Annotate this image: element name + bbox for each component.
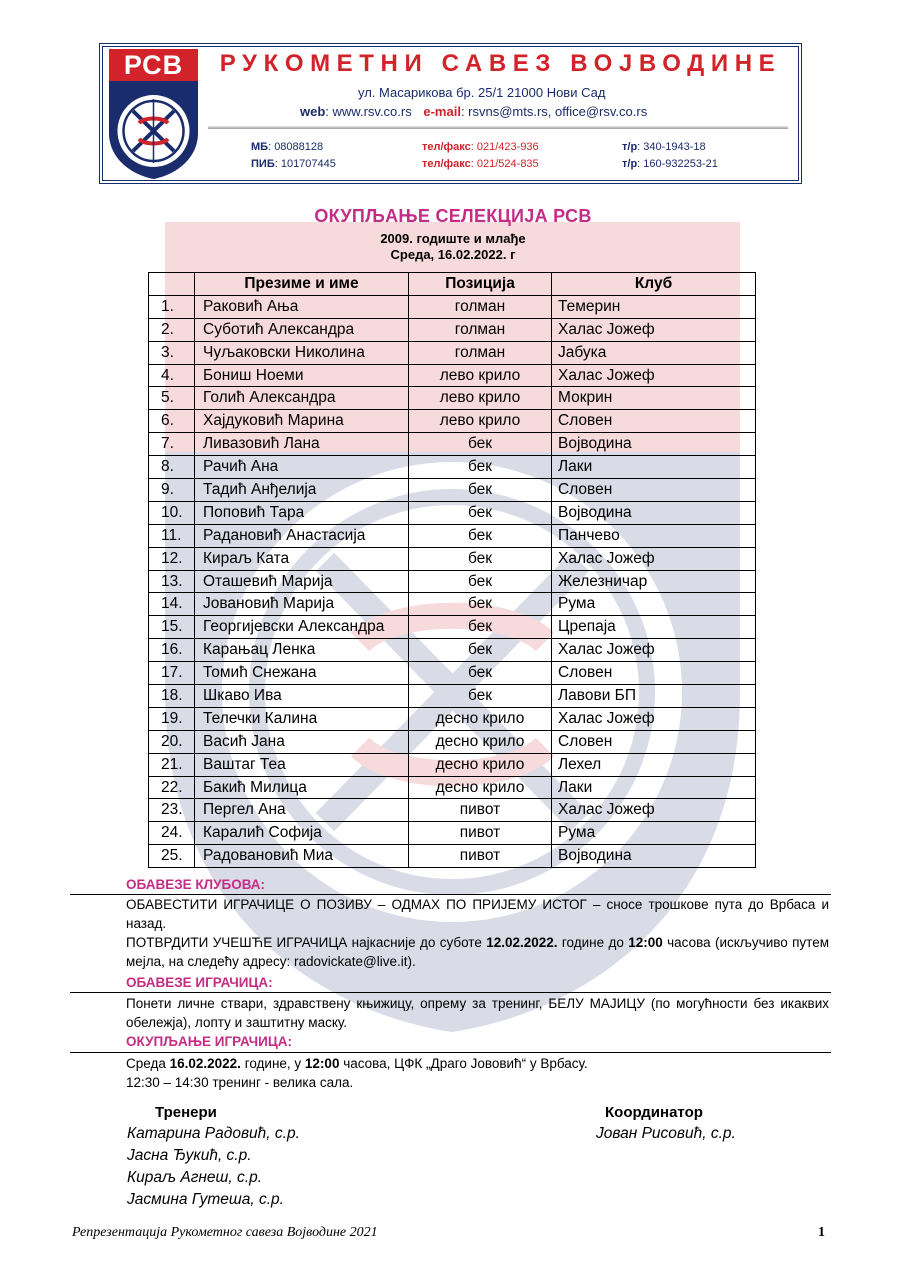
cell-player-name: Оташевић Марија (195, 570, 409, 593)
table-row (149, 318, 756, 341)
cell-number: 19. (149, 707, 195, 730)
cell-position: голман (409, 318, 552, 341)
trainers-title: Тренери (155, 1104, 217, 1121)
handball-emblem-icon (109, 81, 198, 179)
cell-club: Словен (552, 410, 756, 433)
cell-number: 14. (149, 593, 195, 616)
obligation-2-text-c: часова (искључиво путем мејла, на следећу адресу: radovickate@live.it). (126, 935, 830, 969)
table-row (149, 387, 756, 410)
tr1-value: : 340-1943-18 (637, 141, 706, 153)
confirmation-deadline-date: 12.02.2022. (486, 935, 558, 950)
gathering-text-a: Среда (126, 1056, 170, 1071)
cell-position: десно крило (409, 753, 552, 776)
tr2-label: т/р (622, 158, 638, 170)
cell-club: Лаки (552, 456, 756, 479)
cell-player-name: Радовановић Миа (195, 845, 409, 868)
players-obligations-text (71, 994, 829, 1032)
cell-player-name: Георгијевски Александра (195, 616, 409, 639)
cell-position: пивот (409, 822, 552, 845)
cell-club: Панчево (552, 524, 756, 547)
cell-position: бек (409, 501, 552, 524)
cell-club: Јабука (552, 341, 756, 364)
table-row (149, 730, 756, 753)
cell-number: 23. (149, 799, 195, 822)
cell-club: Војводина (552, 501, 756, 524)
table-row (149, 593, 756, 616)
gathering-text-b: године, у (240, 1056, 305, 1071)
coordinator-name: Јован Рисовић, с.р. (596, 1125, 736, 1142)
web-value: : www.rsv.co.rs (325, 104, 412, 119)
obligation-2-text-b: године до (557, 935, 629, 950)
trainer-name: Кираљ Агнеш, с.р. (127, 1169, 263, 1186)
table-row (149, 685, 756, 708)
cell-number: 20. (149, 730, 195, 753)
cell-player-name: Рачић Ана (195, 456, 409, 479)
cell-number: 16. (149, 639, 195, 662)
cell-player-name: Јовановић Марија (195, 593, 409, 616)
tel2-value: : 021/524-835 (470, 158, 539, 170)
address: ул. Масарикова бр. 25/1 21000 Нови Сад (358, 85, 606, 100)
table-row (149, 707, 756, 730)
section-divider (70, 992, 831, 993)
table-row (149, 753, 756, 776)
trainer-name: Катарина Радовић, с.р. (127, 1125, 300, 1142)
trainer-name: Јасмина Гутеша, с.р. (127, 1191, 284, 1208)
cell-position: десно крило (409, 707, 552, 730)
cell-number: 5. (149, 387, 195, 410)
table-row (149, 433, 756, 456)
cell-position: десно крило (409, 776, 552, 799)
cell-player-name: Бониш Ноеми (195, 364, 409, 387)
cell-number: 4. (149, 364, 195, 387)
gathering-text (71, 1054, 829, 1092)
gathering-line-1 (71, 1054, 829, 1073)
cell-player-name: Карањац Ленка (195, 639, 409, 662)
cell-number: 18. (149, 685, 195, 708)
cell-number: 15. (149, 616, 195, 639)
cell-club: Лавови БП (552, 685, 756, 708)
cell-number: 13. (149, 570, 195, 593)
table-row (149, 479, 756, 502)
coordinator-title: Координатор (605, 1104, 703, 1121)
roster-table (148, 272, 756, 868)
header-position: Позиција (409, 273, 552, 296)
cell-number: 22. (149, 776, 195, 799)
table-row (149, 364, 756, 387)
cell-player-name: Чуљаковски Николина (195, 341, 409, 364)
cell-player-name: Радановић Анастасија (195, 524, 409, 547)
header-number (149, 273, 195, 296)
cell-position: лево крило (409, 364, 552, 387)
trainer-name: Јасна Ђукић, с.р. (127, 1147, 252, 1164)
letterhead-divider (208, 126, 788, 129)
cell-number: 17. (149, 662, 195, 685)
cell-number: 12. (149, 547, 195, 570)
cell-club: Халас Јожеф (552, 799, 756, 822)
cell-player-name: Хајдуковић Марина (195, 410, 409, 433)
table-row (149, 845, 756, 868)
cell-position: бек (409, 479, 552, 502)
cell-player-name: Пергел Ана (195, 799, 409, 822)
tel1-value: : 021/423-936 (470, 141, 539, 153)
cell-number: 2. (149, 318, 195, 341)
mb-value: : 08088128 (268, 141, 324, 153)
tr2-value: : 160-932253-21 (637, 158, 718, 170)
cell-position: бек (409, 433, 552, 456)
tr2-line (622, 158, 718, 170)
cell-number: 8. (149, 456, 195, 479)
cell-player-name: Тадић Анђелија (195, 479, 409, 502)
table-row (149, 570, 756, 593)
cell-club: Рума (552, 822, 756, 845)
cell-number: 6. (149, 410, 195, 433)
cell-position: голман (409, 295, 552, 318)
section-divider (70, 1052, 831, 1053)
web-email-line (300, 104, 647, 119)
table-row (149, 547, 756, 570)
page-number: 1 (818, 1225, 825, 1240)
cell-player-name: Телечки Калина (195, 707, 409, 730)
email-value: : rsvns@mts.rs, office@rsv.co.rs (460, 104, 648, 119)
table-row (149, 822, 756, 845)
cell-position: пивот (409, 845, 552, 868)
table-row (149, 524, 756, 547)
cell-position: бек (409, 456, 552, 479)
cell-position: бек (409, 547, 552, 570)
cell-number: 7. (149, 433, 195, 456)
cell-player-name: Бакић Милица (195, 776, 409, 799)
cell-club: Војводина (552, 845, 756, 868)
cell-club: Темерин (552, 295, 756, 318)
cell-club: Лаки (552, 776, 756, 799)
players-obligation: Понети личне ствари, здравствену књижицу, опрему за тренинг, БЕЛУ МАЈИЦУ (по могућности без икаквих обележја), лопту и заштитну маску. (126, 996, 829, 1030)
tel1-label: тел/факс (422, 141, 471, 153)
tel1-line (422, 141, 539, 153)
gathering-time: 12:00 (304, 1056, 340, 1071)
cell-club: Халас Јожеф (552, 364, 756, 387)
cell-club: Словен (552, 662, 756, 685)
cell-player-name: Кираљ Ката (195, 547, 409, 570)
cell-number: 25. (149, 845, 195, 868)
cell-player-name: Голић Александра (195, 387, 409, 410)
header-name: Презиме и име (195, 273, 409, 296)
table-row (149, 662, 756, 685)
cell-player-name: Ваштаг Теа (195, 753, 409, 776)
cell-player-name: Суботић Александра (195, 318, 409, 341)
logo-acronym: РСВ (109, 49, 198, 81)
table-row (149, 639, 756, 662)
cell-club: Халас Јожеф (552, 707, 756, 730)
letterhead (99, 43, 802, 184)
cell-player-name: Васић Јана (195, 730, 409, 753)
clubs-obligations-text (71, 895, 829, 971)
clubs-obligations-title: ОБАВЕЗЕ КЛУБОВА: (126, 877, 266, 892)
cell-club: Железничар (552, 570, 756, 593)
cell-number: 24. (149, 822, 195, 845)
cell-position: бек (409, 524, 552, 547)
cell-club: Лехел (552, 753, 756, 776)
cell-number: 1. (149, 295, 195, 318)
cell-position: лево крило (409, 387, 552, 410)
header-club: Клуб (552, 273, 756, 296)
table-row (149, 341, 756, 364)
table-row (149, 501, 756, 524)
rsv-logo (109, 49, 198, 179)
players-obligations-title: ОБАВЕЗЕ ИГРАЧИЦА: (126, 975, 273, 990)
tel2-line (422, 158, 539, 170)
organization-name: РУКОМЕТНИ САВЕЗ ВОЈВОДИНЕ (219, 50, 782, 77)
roster-header-row (149, 273, 756, 296)
cell-club: Халас Јожеф (552, 639, 756, 662)
footer-text: Репрезентација Рукометног савеза Војводине 2021 (72, 1225, 378, 1240)
cell-club: Црепаја (552, 616, 756, 639)
table-row (149, 295, 756, 318)
clubs-obligation-1: ОБАВЕСТИТИ ИГРАЧИЦЕ О ПОЗИВУ – ОДМАХ ПО ПРИЈЕМУ ИСТОГ – сносе трошкове пута до Врбаса и назад. (126, 897, 829, 931)
cell-position: десно крило (409, 730, 552, 753)
cell-number: 21. (149, 753, 195, 776)
cell-player-name: Шкаво Ива (195, 685, 409, 708)
web-label: web (300, 104, 326, 119)
cell-club: Војводина (552, 433, 756, 456)
cell-position: бек (409, 616, 552, 639)
cell-club: Мокрин (552, 387, 756, 410)
tr1-line (622, 141, 706, 153)
gathering-line-2: 12:30 – 14:30 тренинг - велика сала. (126, 1075, 354, 1090)
cell-position: голман (409, 341, 552, 364)
cell-number: 11. (149, 524, 195, 547)
cell-player-name: Каралић Софија (195, 822, 409, 845)
cell-number: 9. (149, 479, 195, 502)
cell-club: Халас Јожеф (552, 318, 756, 341)
cell-position: бек (409, 639, 552, 662)
confirmation-deadline-time: 12:00 (628, 935, 663, 950)
table-row (149, 410, 756, 433)
document-subtitle-age: 2009. годиште и млађе (380, 231, 526, 246)
pib-label: ПИБ (251, 158, 275, 170)
cell-club: Словен (552, 479, 756, 502)
cell-player-name: Поповић Тара (195, 501, 409, 524)
cell-club: Словен (552, 730, 756, 753)
table-row (149, 776, 756, 799)
table-row (149, 456, 756, 479)
cell-position: бек (409, 570, 552, 593)
tel2-label: тел/факс (422, 158, 471, 170)
cell-player-name: Ливазовић Лана (195, 433, 409, 456)
obligation-2-text-a: ПОТВРДИТИ УЧЕШЋЕ ИГРАЧИЦА најкасније до суботе (126, 935, 487, 950)
cell-position: пивот (409, 799, 552, 822)
cell-number: 3. (149, 341, 195, 364)
cell-club: Рума (552, 593, 756, 616)
cell-position: бек (409, 593, 552, 616)
cell-number: 10. (149, 501, 195, 524)
document-title: ОКУПЉАЊЕ СЕЛЕКЦИЈА РСВ (314, 206, 592, 226)
gathering-date: 16.02.2022. (169, 1056, 241, 1071)
mb-label: МБ (251, 141, 269, 153)
cell-player-name: Раковић Ања (195, 295, 409, 318)
table-row (149, 616, 756, 639)
gathering-title: ОКУПЉАЊЕ ИГРАЧИЦА: (126, 1034, 292, 1049)
cell-position: бек (409, 685, 552, 708)
cell-position: лево крило (409, 410, 552, 433)
clubs-obligation-2 (71, 933, 829, 971)
pib-value: : 101707445 (274, 158, 336, 170)
cell-position: бек (409, 662, 552, 685)
mb-line (251, 141, 323, 153)
cell-club: Халас Јожеф (552, 547, 756, 570)
gathering-text-c: часова, ЦФК „Драго Јововић“ у Врбасу. (339, 1056, 588, 1071)
document-subtitle-date: Среда, 16.02.2022. г (390, 247, 516, 262)
table-row (149, 799, 756, 822)
tr1-label: т/р (622, 141, 638, 153)
email-label: e-mail (423, 104, 461, 119)
pib-line (251, 158, 336, 170)
cell-player-name: Томић Снежана (195, 662, 409, 685)
